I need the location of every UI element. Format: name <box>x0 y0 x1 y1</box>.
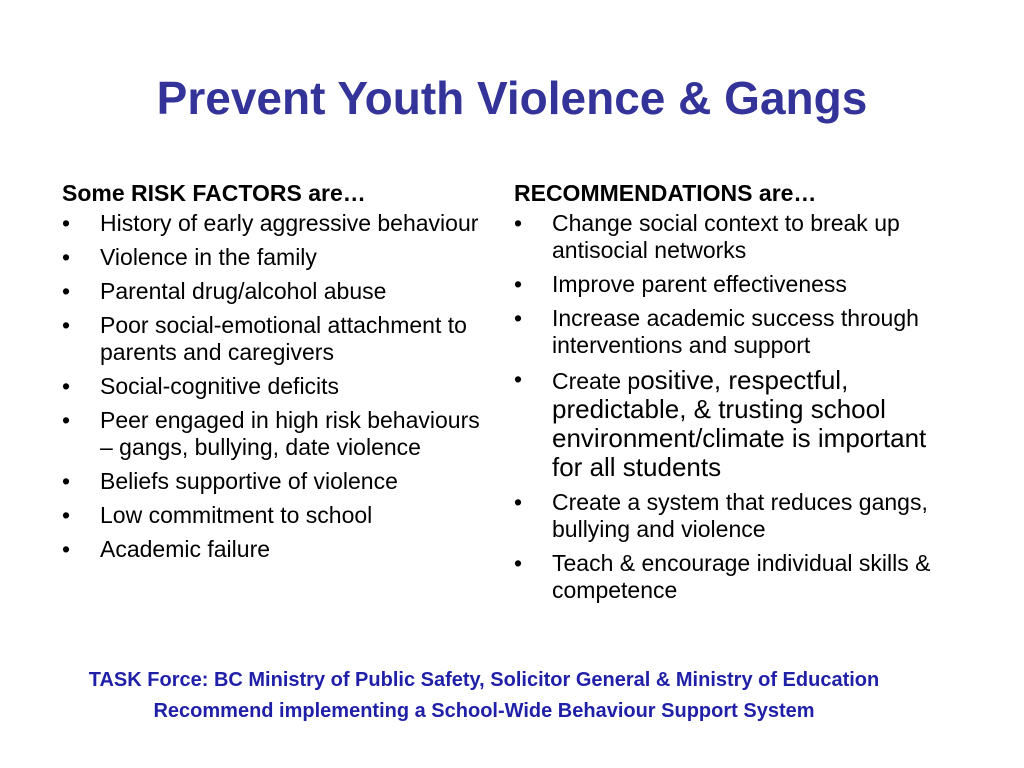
recommendations-column <box>514 178 954 611</box>
list-item-text: Poor social-emotional attachment to parents and caregivers <box>100 312 467 365</box>
list-item-text-prefix: Create p <box>552 368 641 394</box>
list-item <box>62 536 482 563</box>
bullet-icon: • <box>62 468 71 494</box>
slide-title: Prevent Youth Violence & Gangs <box>156 72 868 124</box>
list-item <box>514 305 954 359</box>
bullet-icon: • <box>62 536 71 562</box>
list-item-text: Parental drug/alcohol abuse <box>100 278 387 304</box>
bullet-icon: • <box>514 550 523 576</box>
bullet-icon: • <box>514 271 523 297</box>
bullet-icon: • <box>62 244 71 270</box>
list-item-text: Create a system that reduces gangs, bullying and violence <box>552 489 928 542</box>
bullet-icon: • <box>514 210 523 236</box>
list-item <box>62 373 482 400</box>
bullet-icon: • <box>62 278 71 304</box>
list-item-text: Peer engaged in high risk behaviours – gangs, bullying, date violence <box>100 407 480 460</box>
list-item <box>514 366 954 482</box>
list-item-text: History of early aggressive behaviour <box>100 210 479 236</box>
bullet-icon: • <box>514 305 523 331</box>
list-item <box>514 210 954 264</box>
list-item <box>514 550 954 604</box>
risk-factors-column <box>62 178 482 570</box>
list-item <box>62 278 482 305</box>
list-item-text: Low commitment to school <box>100 502 373 528</box>
list-item <box>62 244 482 271</box>
bullet-icon: • <box>62 407 71 433</box>
recommendation-note: Recommend implementing a School-Wide Behaviour Support System <box>153 700 815 722</box>
bullet-icon: • <box>62 210 71 236</box>
list-item-text: Beliefs supportive of violence <box>100 468 398 494</box>
list-item <box>62 407 482 461</box>
list-item-text: Improve parent effectiveness <box>552 271 847 297</box>
list-item-text: Academic failure <box>100 536 271 562</box>
list-item-text: Social-cognitive deficits <box>100 373 340 399</box>
risk-factors-list <box>62 210 482 563</box>
list-item <box>62 312 482 366</box>
list-item <box>62 502 482 529</box>
bullet-icon: • <box>62 502 71 528</box>
bullet-icon: • <box>62 312 71 338</box>
risk-factors-heading: Some RISK FACTORS are… <box>62 180 366 206</box>
task-force-note: TASK Force: BC Ministry of Public Safety, Solicitor General & Ministry of Education <box>88 669 880 691</box>
list-item <box>514 489 954 543</box>
list-item <box>62 468 482 495</box>
list-item-text-emphasis: ositive, respectful, predictable, & trusting school environment/climate is important for all students <box>552 365 927 482</box>
list-item <box>62 210 482 237</box>
bullet-icon: • <box>514 489 523 515</box>
list-item-text: Change social context to break up antisocial networks <box>552 210 900 263</box>
recommendations-list <box>514 210 954 604</box>
bullet-icon: • <box>514 366 523 392</box>
list-item-text: Increase academic success through interventions and support <box>552 305 919 358</box>
recommendations-heading: RECOMMENDATIONS are… <box>514 180 817 206</box>
bullet-icon: • <box>62 373 71 399</box>
list-item <box>514 271 954 298</box>
list-item-text: Violence in the family <box>100 244 317 270</box>
list-item-text: Teach & encourage individual skills & competence <box>552 550 931 603</box>
